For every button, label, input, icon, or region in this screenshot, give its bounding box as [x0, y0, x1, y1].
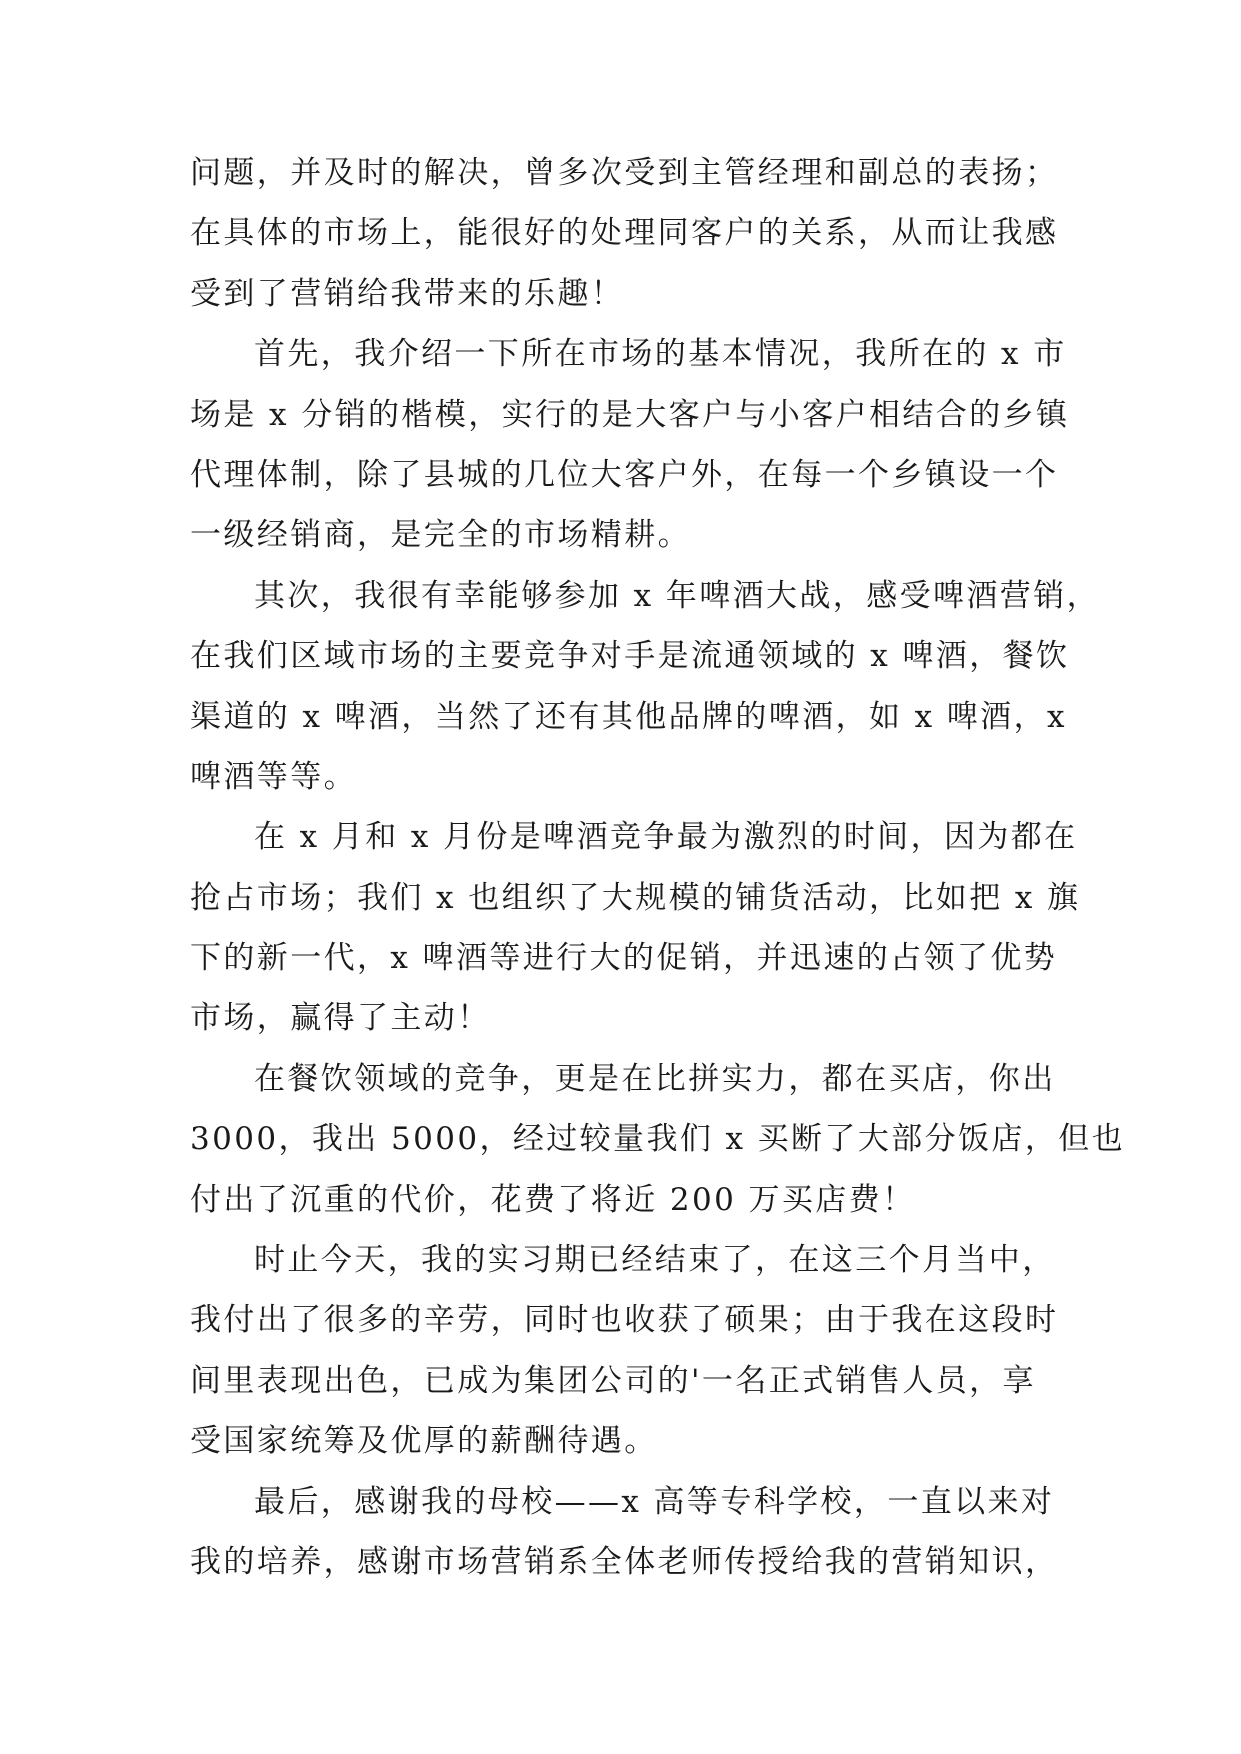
- paragraph-first-line: 其次，我很有幸能够参加 x 年啤酒大战，感受啤酒营销，: [254, 577, 1100, 614]
- text-line: 啤酒等等。: [190, 758, 357, 795]
- text-line: 付出了沉重的代价，花费了将近 200 万买店费！: [190, 1181, 916, 1218]
- text-line: 受国家统筹及优厚的薪酬待遇。: [190, 1423, 658, 1460]
- text-line: 代理体制，除了县城的几位大客户外，在每一个乡镇设一个: [190, 456, 1059, 493]
- text-line: 渠道的 x 啤酒，当然了还有其他品牌的啤酒，如 x 啤酒，x: [190, 698, 1067, 735]
- text-line: 市场，赢得了主动！: [190, 1000, 491, 1037]
- text-line: 抢占市场；我们 x 也组织了大规模的铺货活动，比如把 x 旗: [190, 879, 1081, 916]
- document-body: [190, 143, 1126, 1592]
- paragraph-first-line: 时止今天，我的实习期已经结束了，在这三个月当中，: [254, 1242, 1056, 1279]
- text-line: 受到了营销给我带来的乐趣！: [190, 275, 625, 312]
- text-line: 间里表现出色，已成为集团公司的'一名正式销售人员，享: [190, 1362, 1036, 1399]
- paragraph-first-line: 首先，我介绍一下所在市场的基本情况，我所在的 x 市: [254, 336, 1067, 373]
- text-line: 一级经销商，是完全的市场精耕。: [190, 517, 691, 554]
- text-line: 在具体的市场上，能很好的处理同客户的关系，从而让我感: [190, 215, 1059, 252]
- text-line: 下的新一代，x 啤酒等进行大的促销，并迅速的占领了优势: [190, 940, 1058, 977]
- paragraph-first-line: 最后，感谢我的母校——x 高等专科学校，一直以来对: [254, 1483, 1055, 1520]
- text-line: 场是 x 分销的楷模，实行的是大客户与小客户相结合的乡镇: [190, 396, 1070, 433]
- paragraph-first-line: 在餐饮领域的竞争，更是在比拼实力，都在买店，你出: [254, 1060, 1056, 1097]
- text-line: 在我们区域市场的主要竞争对手是流通领域的 x 啤酒，餐饮: [190, 638, 1070, 675]
- text-line: 3000，我出 5000，经过较量我们 x 买断了大部分饭店，但也: [190, 1121, 1126, 1158]
- text-line: 问题，并及时的解决，曾多次受到主管经理和副总的表扬；: [190, 155, 1059, 191]
- paragraph-first-line: 在 x 月和 x 月份是啤酒竞争最为激烈的时间，因为都在: [254, 819, 1078, 856]
- text-line: 我的培养，感谢市场营销系全体老师传授给我的营销知识，: [190, 1543, 1059, 1580]
- text-line: 我付出了很多的辛劳，同时也收获了硕果；由于我在这段时: [190, 1302, 1059, 1339]
